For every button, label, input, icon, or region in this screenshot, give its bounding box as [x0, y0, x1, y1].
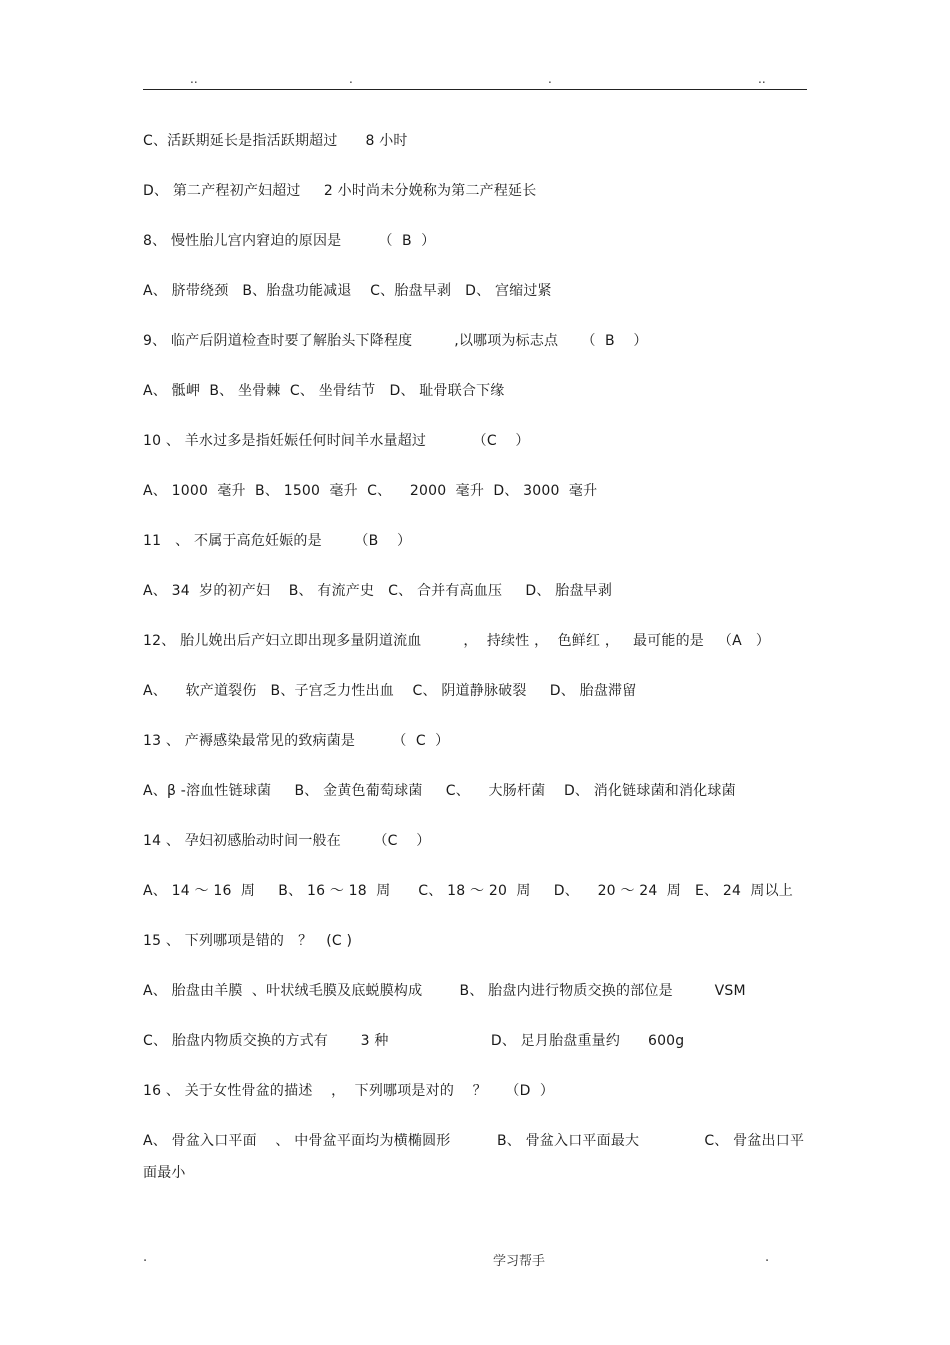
header-mark-2: .	[349, 72, 353, 86]
question-15-options-cd: C、 胎盘内物质交换的方式有 3 种 D、 足月胎盘重量约 600g	[143, 1033, 685, 1049]
question-12: 12、 胎儿娩出后产妇立即出现多量阴道流血 ， 持续性 ， 色鲜红 ， 最可能的是 （A ）	[143, 633, 771, 649]
question-14: 14 、 孕妇初感胎动时间一般在 （C ）	[143, 833, 431, 849]
question-15-options-ab: A、 胎盘由羊膜 、叶状绒毛膜及底蜕膜构成 B、 胎盘内进行物质交换的部位是 VSM	[143, 983, 746, 999]
question-9-options: A、 骶岬 B、 坐骨棘 C、 坐骨结节 D、 耻骨联合下缘	[143, 383, 505, 399]
footer-left-mark: .	[143, 1250, 148, 1265]
footer-title: 学习帮手	[492, 1254, 545, 1269]
option-line-d-second-stage: D、 第二产程初产妇超过 2 小时尚未分娩称为第二产程延长	[143, 183, 537, 199]
question-16-options: A、 骨盆入口平面 、 中骨盆平面均为横椭圆形 B、 骨盆入口平面最大 C、 骨盆出口平	[143, 1133, 805, 1149]
page-header	[0, 72, 950, 90]
question-16-options-continued: 面最小	[143, 1165, 186, 1181]
question-13-options: A、β -溶血性链球菌 B、 金黄色葡萄球菌 C、 大肠杆菌 D、 消化链球菌和消化球菌	[143, 783, 736, 799]
question-16: 16 、 关于女性骨盆的描述 ， 下列哪项是对的 ？ （D ）	[143, 1083, 555, 1099]
header-mark-1: ..	[190, 72, 198, 86]
question-8-options: A、 脐带绕颈 B、胎盘功能减退 C、胎盘早剥 D、 宫缩过紧	[143, 283, 552, 299]
page-footer	[0, 1250, 950, 1270]
question-13: 13 、 产褥感染最常见的致病菌是 （ C ）	[143, 733, 450, 749]
footer-right-mark: .	[765, 1250, 770, 1265]
question-9: 9、 临产后阴道检查时要了解胎头下降程度 ,以哪项为标志点 （ B ）	[143, 333, 648, 349]
question-10-options: A、 1000 毫升 B、 1500 毫升 C、 2000 毫升 D、 3000 毫升	[143, 483, 598, 499]
question-11-options: A、 34 岁的初产妇 B、 有流产史 C、 合并有高血压 D、 胎盘早剥	[143, 583, 613, 599]
question-11: 11 、 不属于高危妊娠的是 （B ）	[143, 533, 412, 549]
header-divider	[143, 89, 807, 90]
document-body	[143, 131, 807, 1213]
question-14-options: A、 14 ～ 16 周 B、 16 ～ 18 周 C、 18 ～ 20 周 D、 20 ～ 24 周 E、 24 周以上	[143, 883, 793, 899]
question-12-options: A、 软产道裂伤 B、子宫乏力性出血 C、 阴道静脉破裂 D、 胎盘滞留	[143, 683, 637, 699]
question-8: 8、 慢性胎儿宫内窘迫的原因是 （ B ）	[143, 233, 436, 249]
header-mark-3: .	[548, 72, 552, 86]
option-line-c-active-phase: C、活跃期延长是指活跃期超过 8 小时	[143, 133, 408, 149]
header-mark-4: ..	[758, 72, 766, 86]
question-15: 15 、 下列哪项是错的 ？ (C )	[143, 933, 353, 949]
question-10: 10 、 羊水过多是指妊娠任何时间羊水量超过 （C ）	[143, 433, 530, 449]
